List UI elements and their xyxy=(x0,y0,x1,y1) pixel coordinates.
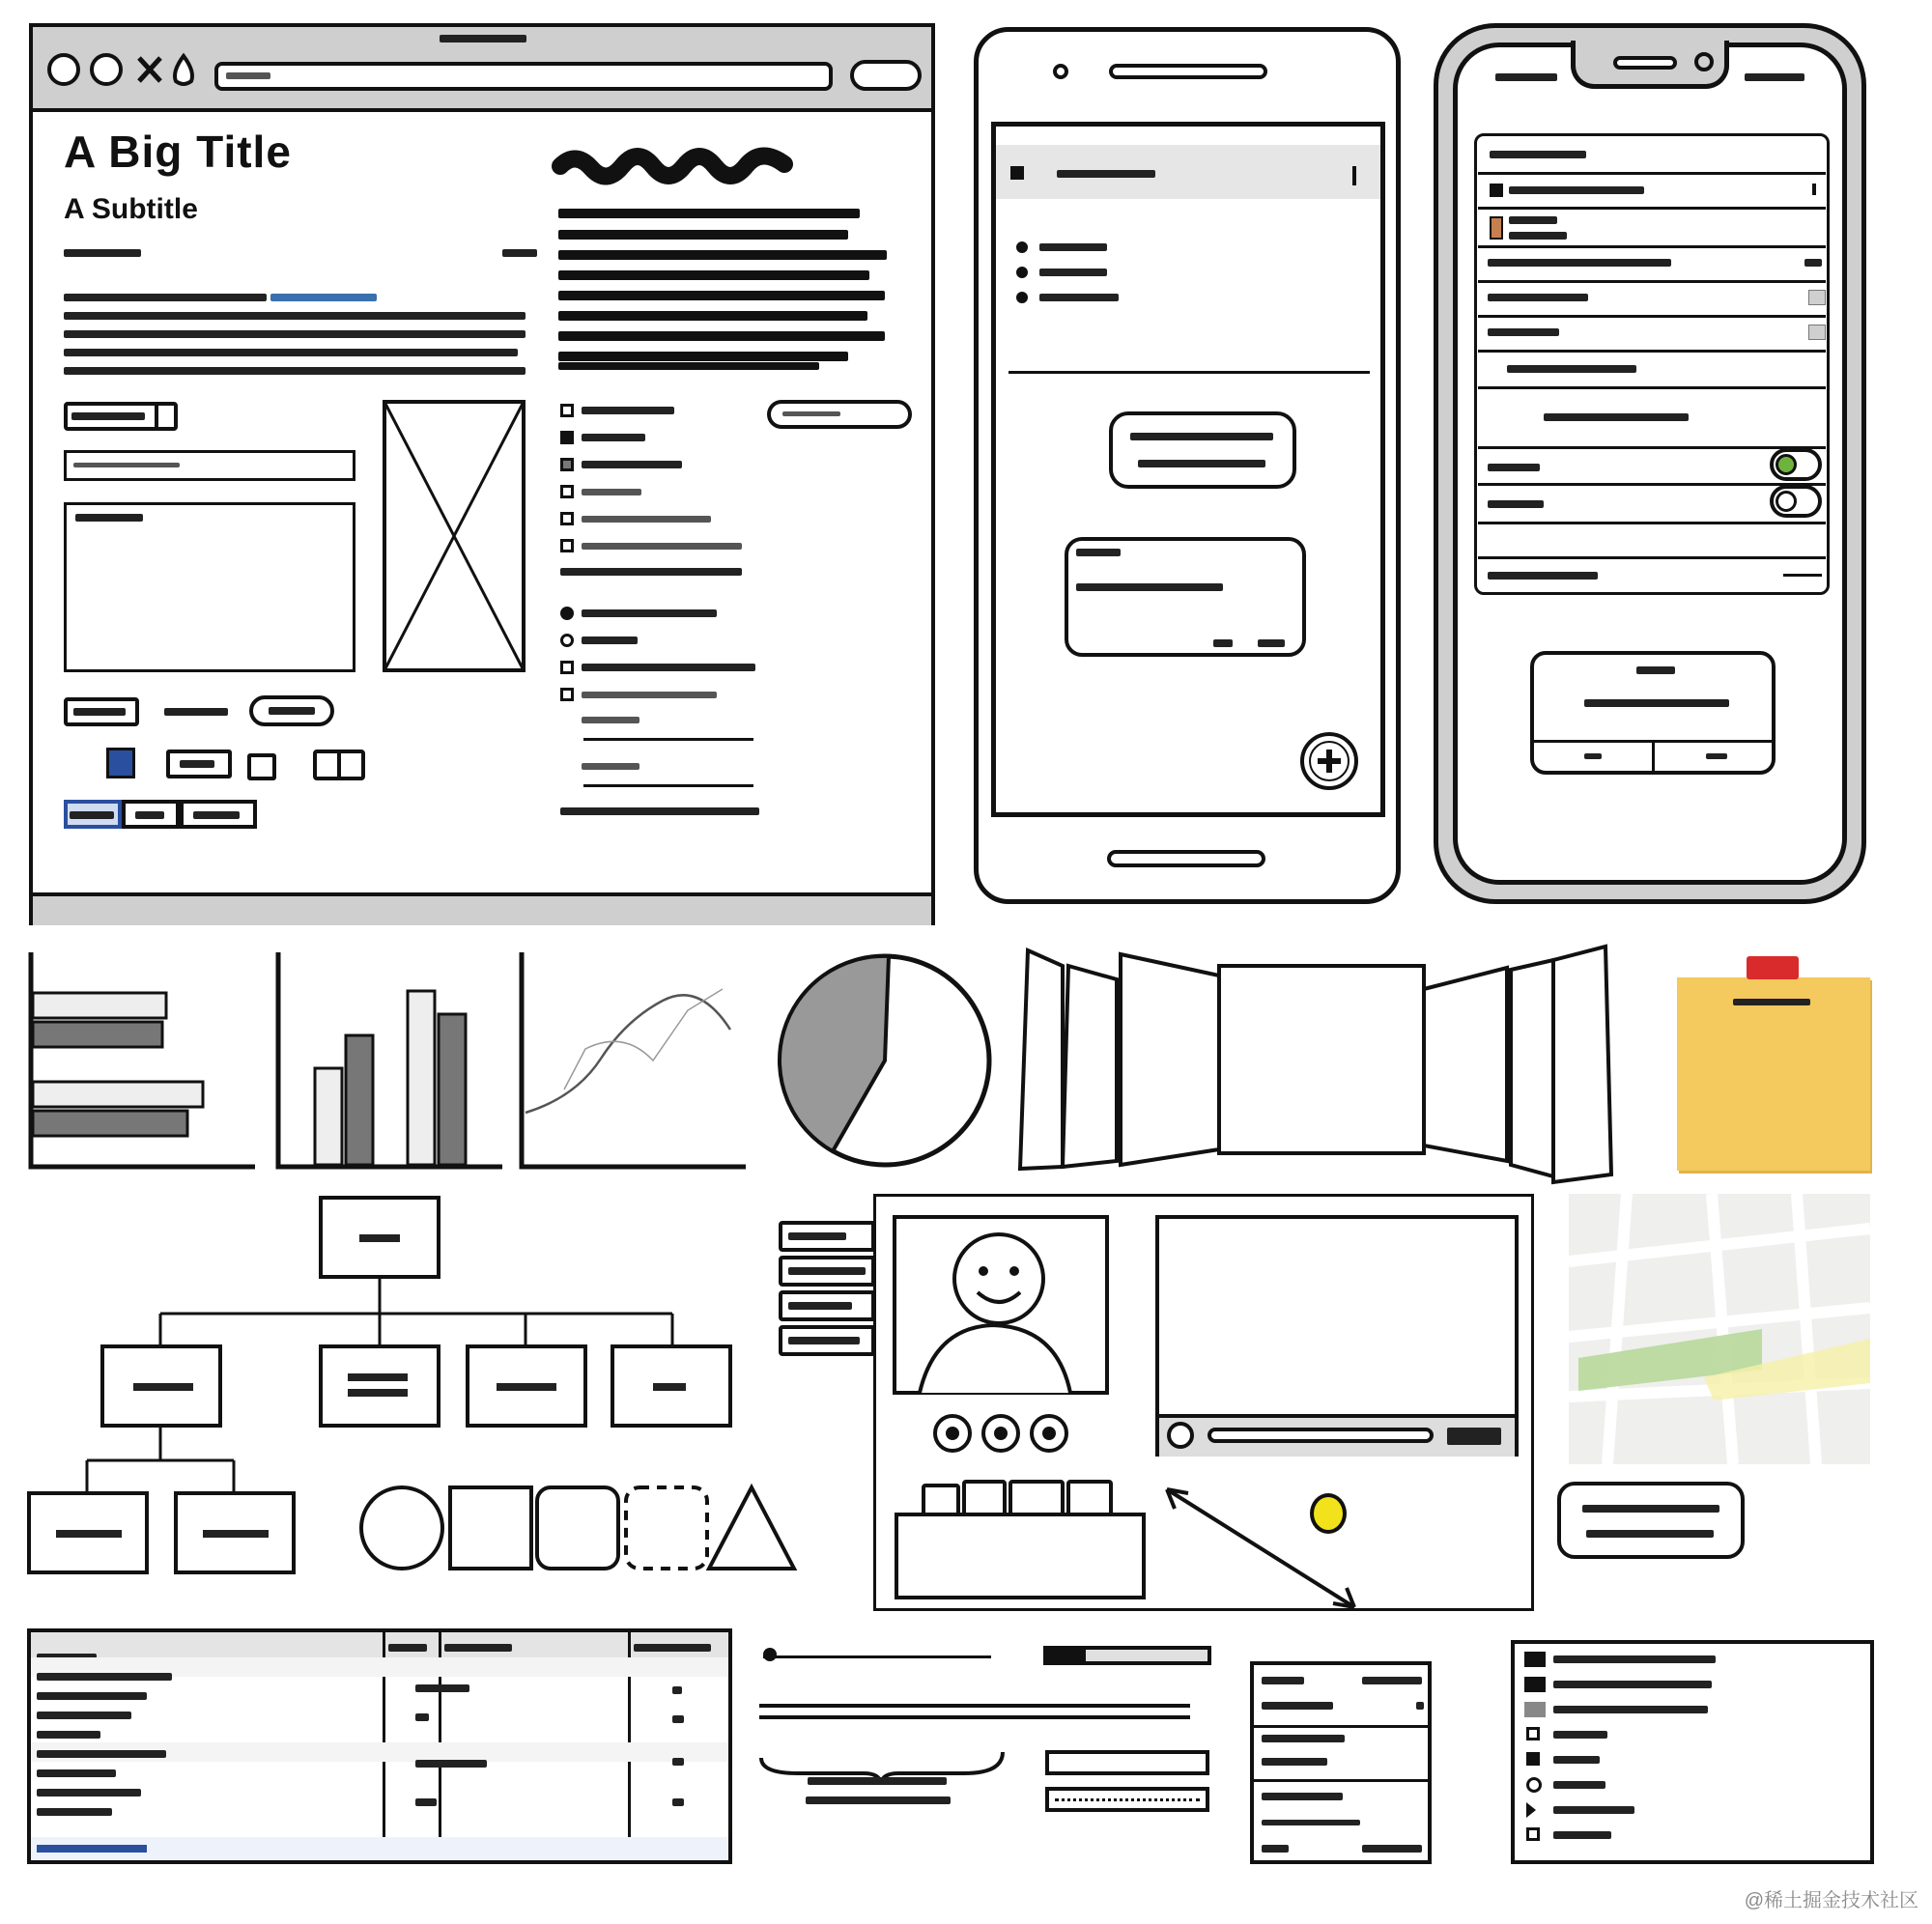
radio-button[interactable] xyxy=(560,607,574,620)
volume-icon[interactable] xyxy=(1447,1428,1501,1445)
play-icon[interactable] xyxy=(1167,1422,1194,1449)
checkbox[interactable] xyxy=(560,431,574,444)
phone-speaker xyxy=(1109,64,1267,79)
menu-item[interactable] xyxy=(1262,1820,1360,1825)
button-large[interactable] xyxy=(1557,1482,1745,1559)
tree-item-checkbox[interactable] xyxy=(1526,1827,1540,1841)
tab[interactable] xyxy=(1009,1480,1065,1516)
phone-home-bar xyxy=(1107,850,1265,867)
horizontal-bar-chart xyxy=(27,952,259,1174)
media-controls[interactable] xyxy=(931,1412,1076,1457)
yellow-marker xyxy=(1310,1493,1347,1534)
map xyxy=(1569,1194,1870,1464)
checkbox[interactable] xyxy=(560,485,574,498)
table-header xyxy=(31,1632,728,1657)
phone-camera xyxy=(1053,64,1068,79)
alert-button[interactable] xyxy=(1706,753,1727,759)
checkbox[interactable] xyxy=(560,512,574,525)
menu-item[interactable] xyxy=(1262,1793,1343,1800)
browser-window-controls[interactable] xyxy=(46,50,201,93)
tree-item-expand[interactable] xyxy=(1526,1802,1536,1818)
dialog-action[interactable] xyxy=(1258,639,1285,647)
android-button[interactable] xyxy=(1109,411,1296,489)
app-bar-title xyxy=(1057,170,1155,178)
toggle-switch-on[interactable] xyxy=(1770,448,1822,481)
folder-icon xyxy=(1524,1652,1546,1667)
overflow-menu-icon[interactable] xyxy=(1352,166,1356,185)
dialog-action[interactable] xyxy=(1213,639,1233,647)
tree-item-checkbox[interactable] xyxy=(1526,1727,1540,1740)
text-area[interactable] xyxy=(64,502,355,672)
alert-button[interactable] xyxy=(1584,753,1602,759)
horizontal-rule xyxy=(759,1704,1190,1719)
smiley-face-icon xyxy=(893,1215,1109,1395)
tree-item-checkbox[interactable] xyxy=(1526,1752,1540,1766)
video-progress-slider[interactable] xyxy=(1208,1428,1434,1443)
text-field[interactable] xyxy=(1045,1750,1209,1775)
image-placeholder xyxy=(383,400,526,672)
browser-window-title xyxy=(440,35,526,42)
calendar-icon[interactable] xyxy=(247,753,276,780)
tab[interactable] xyxy=(962,1480,1007,1516)
scribble-heading xyxy=(556,147,798,185)
pin-icon xyxy=(1747,956,1799,979)
basic-shapes xyxy=(357,1478,802,1584)
browser-address-bar[interactable] xyxy=(214,62,833,91)
vertical-bar-chart xyxy=(274,952,506,1174)
checkbox[interactable] xyxy=(560,661,574,674)
iphone-speaker xyxy=(1613,56,1677,70)
radio-button[interactable] xyxy=(560,634,574,647)
page-subtitle: A Subtitle xyxy=(64,193,198,225)
status-icons xyxy=(1745,73,1804,81)
browser-status-bar xyxy=(33,892,931,925)
table-footer-link[interactable] xyxy=(37,1845,147,1853)
folder-icon xyxy=(1524,1702,1546,1717)
link-button[interactable] xyxy=(164,708,228,716)
menu-item[interactable] xyxy=(1262,1758,1327,1766)
watermark: @稀土掘金技术社区 xyxy=(1744,1890,1918,1911)
checkbox[interactable] xyxy=(560,688,574,701)
folder-icon xyxy=(1524,1677,1546,1692)
plus-icon[interactable] xyxy=(1298,730,1360,792)
status-time xyxy=(1495,73,1557,81)
tab-content xyxy=(895,1513,1146,1599)
ios-table-view xyxy=(1474,133,1830,595)
menu-icon[interactable] xyxy=(1010,166,1024,180)
pie-chart xyxy=(777,952,999,1174)
checkbox[interactable] xyxy=(560,458,574,471)
cover-flow-carousel xyxy=(1020,947,1613,1188)
toggle-switch-off[interactable] xyxy=(1770,485,1822,518)
paragraph-link[interactable] xyxy=(270,294,377,301)
checkbox[interactable] xyxy=(560,404,574,417)
menu-item[interactable] xyxy=(1262,1735,1345,1742)
tab[interactable] xyxy=(1066,1480,1113,1516)
tree-item-radio[interactable] xyxy=(1526,1777,1542,1793)
checkbox[interactable] xyxy=(560,539,574,552)
line-chart xyxy=(518,952,750,1174)
progress-bar xyxy=(1043,1646,1211,1665)
icon-button-blue[interactable] xyxy=(106,748,135,778)
browser-search-button[interactable] xyxy=(850,60,922,91)
android-app-bar xyxy=(996,145,1380,199)
tab[interactable] xyxy=(922,1484,960,1516)
page-title: A Big Title xyxy=(64,127,292,177)
menu-item[interactable] xyxy=(1262,1845,1289,1853)
menu-item[interactable] xyxy=(1262,1702,1333,1710)
